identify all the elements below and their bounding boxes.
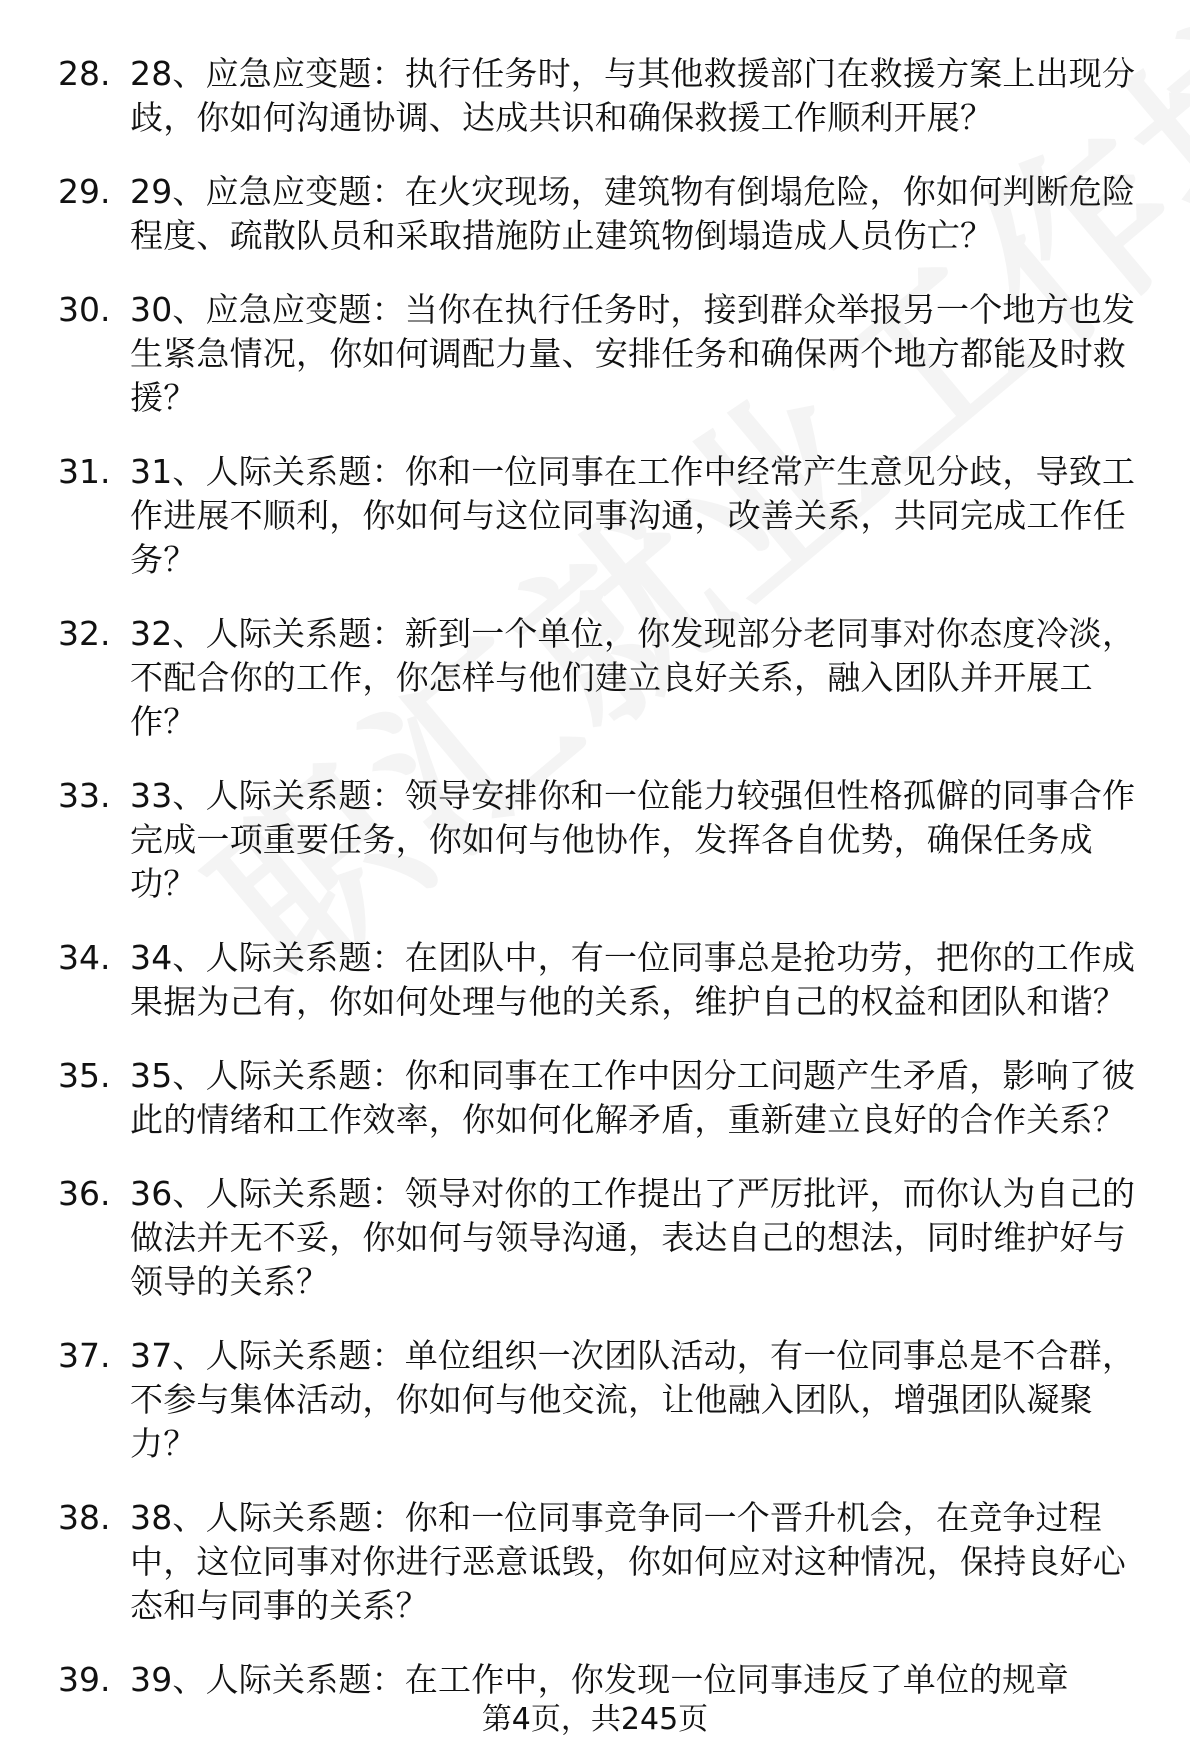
item-number: 39. bbox=[58, 1660, 111, 1699]
list-item bbox=[58, 1496, 1158, 1628]
item-number: 32. bbox=[58, 614, 111, 653]
item-text: 37、人际关系题：单位组织一次团队活动，有一位同事总是不合群，不参与集体活动，你如何与他交流，让他融入团队，增强团队凝聚力？ bbox=[130, 1336, 1136, 1463]
item-number: 37. bbox=[58, 1336, 111, 1375]
list-item bbox=[58, 936, 1158, 1024]
item-text: 38、人际关系题：你和一位同事竞争同一个晋升机会，在竞争过程中，这位同事对你进行恶意诋毁，你如何应对这种情况，保持良好心态和与同事的关系？ bbox=[130, 1498, 1126, 1625]
item-number: 36. bbox=[58, 1174, 111, 1213]
item-text: 31、人际关系题：你和一位同事在工作中经常产生意见分歧，导致工作进展不顺利，你如何与这位同事沟通，改善关系，共同完成工作任务？ bbox=[130, 452, 1136, 579]
item-number: 28. bbox=[58, 54, 111, 93]
item-number: 31. bbox=[58, 452, 111, 491]
list-item bbox=[58, 450, 1158, 582]
list-item bbox=[58, 1054, 1158, 1142]
list-item bbox=[58, 1658, 1158, 1702]
list-item bbox=[58, 170, 1158, 258]
list-item bbox=[58, 774, 1158, 906]
page-footer: 第4页，共245页 bbox=[481, 1702, 709, 1737]
item-text: 35、人际关系题：你和同事在工作中因分工问题产生矛盾，影响了彼此的情绪和工作效率，你如何化解矛盾，重新建立良好的合作关系？ bbox=[130, 1056, 1136, 1139]
item-text: 29、应急应变题：在火灾现场，建筑物有倒塌危险，你如何判断危险程度、疏散队员和采取措施防止建筑物倒塌造成人员伤亡？ bbox=[130, 172, 1136, 255]
list-item bbox=[58, 612, 1158, 744]
item-number: 29. bbox=[58, 172, 111, 211]
item-number: 30. bbox=[58, 290, 111, 329]
list-item bbox=[58, 1172, 1158, 1304]
list-item bbox=[58, 1334, 1158, 1466]
item-number: 34. bbox=[58, 938, 111, 977]
item-text: 33、人际关系题：领导安排你和一位能力较强但性格孤僻的同事合作完成一项重要任务，你如何与他协作，发挥各自优势，确保任务成功？ bbox=[130, 776, 1136, 903]
question-list bbox=[58, 52, 1158, 1732]
item-number: 38. bbox=[58, 1498, 111, 1537]
item-text: 30、应急应变题：当你在执行任务时，接到群众举报另一个地方也发生紧急情况，你如何调配力量、安排任务和确保两个地方都能及时救援？ bbox=[130, 290, 1136, 417]
list-item bbox=[58, 288, 1158, 420]
item-text: 36、人际关系题：领导对你的工作提出了严厉批评，而你认为自己的做法并无不妥，你如何与领导沟通，表达自己的想法，同时维护好与领导的关系？ bbox=[130, 1174, 1136, 1301]
item-text: 39、人际关系题：在工作中，你发现一位同事违反了单位的规章 bbox=[130, 1660, 1069, 1699]
item-text: 28、应急应变题：执行任务时，与其他救援部门在救援方案上出现分歧，你如何沟通协调、达成共识和确保救援工作顺利开展？ bbox=[130, 54, 1136, 137]
item-text: 32、人际关系题：新到一个单位，你发现部分老同事对你态度冷淡，不配合你的工作，你怎样与他们建立良好关系，融入团队并开展工作？ bbox=[130, 614, 1136, 741]
item-number: 33. bbox=[58, 776, 111, 815]
item-number: 35. bbox=[58, 1056, 111, 1095]
list-item bbox=[58, 52, 1158, 140]
item-text: 34、人际关系题：在团队中，有一位同事总是抢功劳，把你的工作成果据为己有，你如何处理与他的关系，维护自己的权益和团队和谐？ bbox=[130, 938, 1136, 1021]
